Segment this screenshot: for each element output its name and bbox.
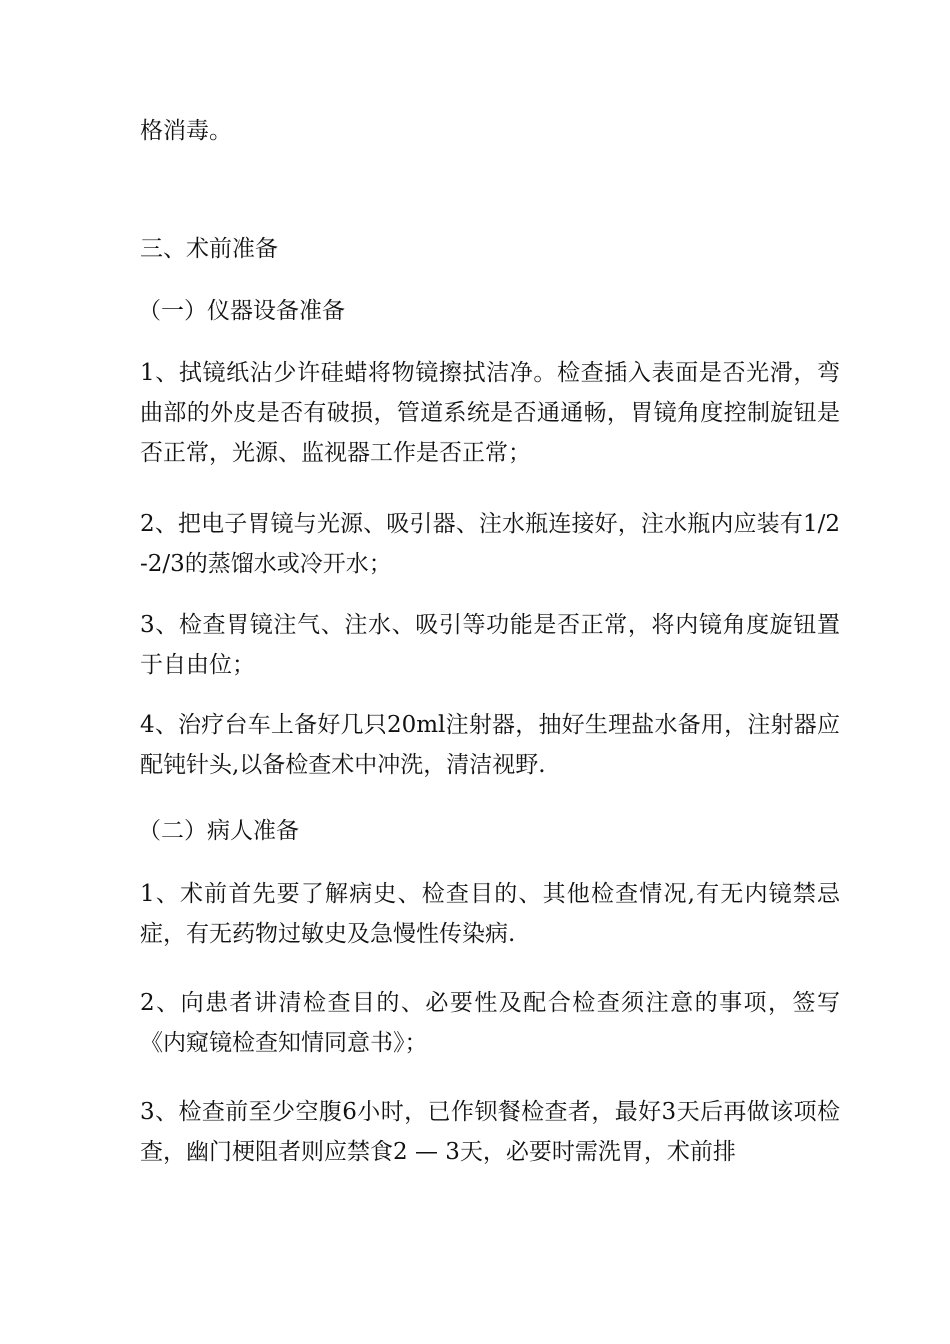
continuation-text: 格消毒。 <box>140 118 232 144</box>
patient-item-1: 1、术前首先要了解病史、检查目的、其他检查情况,有无内镜禁忌症，有无药物过敏史及急慢性传染病. <box>140 881 840 947</box>
equipment-item-3: 3、检查胃镜注气、注水、吸引等功能是否正常，将内镜角度旋钮置于自由位； <box>140 612 840 678</box>
subsection-heading-patient: （二）病人准备 <box>138 818 299 844</box>
section-heading-preop-preparation: 三、术前准备 <box>140 236 278 262</box>
patient-item-2: 2、向患者讲清检查目的、必要性及配合检查须注意的事项，签写《内窥镜检查知情同意书》； <box>140 990 840 1056</box>
equipment-item-4: 4、治疗台车上备好几只20ml注射器，抽好生理盐水备用，注射器应配钝针头,以备检查术中冲洗，清洁视野. <box>140 712 840 778</box>
equipment-item-2: 2、把电子胃镜与光源、吸引器、注水瓶连接好，注水瓶内应装有1/2-2/3的蒸馏水或冷开水； <box>140 511 840 577</box>
patient-item-3: 3、检查前至少空腹6小时，已作钡餐检查者，最好3天后再做该项检查，幽门梗阻者则应禁食2 — 3天，必要时需洗胃，术前排 <box>140 1099 840 1165</box>
subsection-heading-equipment: （一）仪器设备准备 <box>138 298 345 324</box>
equipment-item-1: 1、拭镜纸沾少许硅蜡将物镜擦拭洁净。检查插入表面是否光滑，弯曲部的外皮是否有破损，管道系统是否通通畅，胃镜角度控制旋钮是否正常，光源、监视器工作是否正常； <box>140 360 840 466</box>
